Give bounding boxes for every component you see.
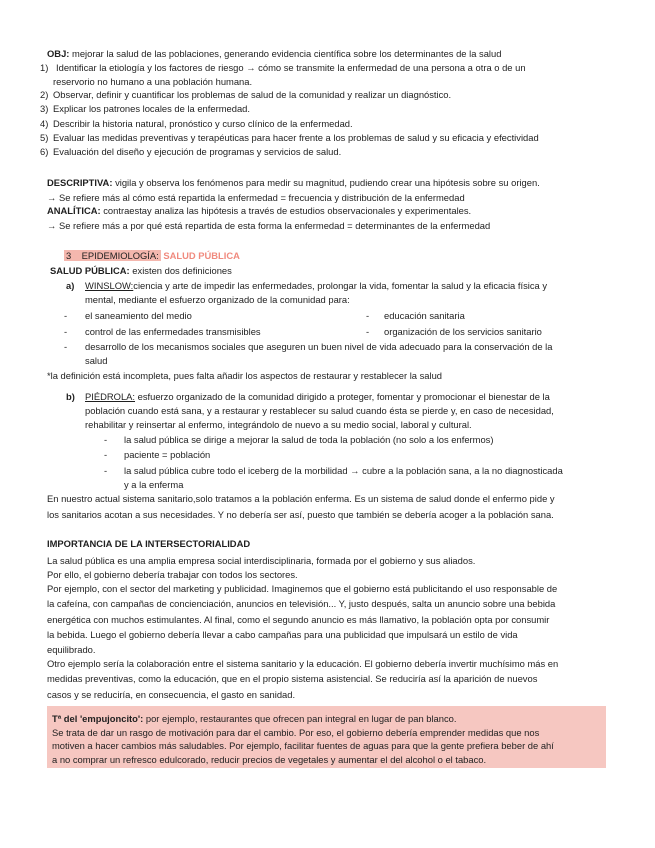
list-item (40, 88, 630, 102)
list-number: 5) (40, 131, 49, 143)
definition-b (66, 390, 611, 433)
definition-a-line (66, 293, 606, 309)
bullet-text: organización de los servicios sanitario (384, 325, 542, 337)
dash: - (366, 310, 370, 321)
list-text: Describir la historia natural, pronóstico y curso clínico de la enfermedad. (53, 117, 353, 129)
bullet-text: la salud pública se dirige a mejorar la salud de toda la población (no solo a los enfermos) (124, 434, 494, 445)
definition-b-line (66, 404, 611, 418)
paragraph-line: La salud pública es una amplia empresa social interdisciplinaria, formada por el gobierno y sus aliados. (47, 555, 476, 566)
bullet-row (104, 464, 614, 478)
obj-text: mejorar la salud de las poblaciones, generando evidencia científica sobre los determinantes de la salud (69, 48, 502, 59)
descriptiva-label: DESCRIPTIVA: (47, 177, 113, 188)
definition-b-text: esfuerzo organizado de la comunidad dirigido a proteger, fomentar y promocionar el bienestar de la (135, 391, 550, 402)
closing-line: los sanitarios acotan a sus necesidades. Y no debería ser así, puesto que también se debería acoger a la población sana. (47, 508, 554, 520)
list-number: 3) (40, 103, 49, 115)
definition-a-line (66, 279, 606, 293)
section-title: EPIDEMIOLOGÍA: (81, 250, 159, 261)
definition-b-text: rehabilitar y reinsertar al enfermo, integrándolo de nuevo a su medio social, laboral y cultural. (85, 418, 472, 430)
obj-label: OBJ: (47, 48, 70, 59)
salud-publica-intro (50, 264, 232, 278)
paragraph-line: Por ello, el gobierno debería trabajar con todos los sectores. (47, 568, 298, 580)
list-item (40, 131, 630, 145)
definition-a-marker: a) (66, 280, 75, 291)
note-line: a no comprar un refresco edulcorado, reducir precios de vegetales y aumentar el del alcohol o el tabaco. (52, 753, 487, 765)
bullet-text: la salud pública cubre todo el iceberg de la morbilidad → cubre a la población sana, a la no diagnosticada (124, 464, 563, 476)
note-line (52, 712, 604, 726)
definition-a (66, 279, 606, 309)
salud-publica-text: existen dos definiciones (129, 265, 232, 276)
analitica-label: ANALÍTICA: (47, 205, 101, 217)
dash: - (64, 341, 68, 353)
paragraph-line: casos y se reduciría, en consecuencia, el gasto en sanidad. (47, 688, 296, 700)
bullet-text: salud (85, 354, 108, 366)
list-item (40, 145, 630, 159)
descriptiva-text: vigila y observa los fenómenos para medir su magnitud, pudiendo crear una hipótesis sobre su origen. (112, 177, 540, 188)
bullet-text: y a la enferma (124, 478, 184, 490)
empujoncito-note (47, 706, 606, 768)
bullet-row (64, 340, 624, 354)
dash: - (104, 464, 108, 476)
paragraph-line: Otro ejemplo sería la colaboración entre el sistema sanitario y la educación. El gobierno debería invertir muchísimo más en (47, 657, 559, 669)
list-number: 1) (40, 62, 49, 73)
bullet-row (104, 478, 614, 492)
obj-line (47, 47, 627, 61)
intersectorialidad-section (47, 537, 627, 702)
definition-b-text: población cuando está sana, y a restaurar y restablecer su salud cuando ésta se pierde y, en caso de necesidad, (85, 404, 554, 416)
list-text: Explicar los patrones locales de la enfermedad. (53, 103, 250, 115)
definition-b-line (66, 418, 611, 433)
list-item-continuation (40, 75, 630, 89)
closing-line: En nuestro actual sistema sanitario,solo tratamos a la población enferma. Es un sistema de salud donde el enfermo pide y (47, 493, 555, 504)
note-line: Se trata de dar un rasgo de motivación para dar el cambio. Por eso, el gobierno debería emprender medidas que nos (52, 726, 540, 738)
definition-b-marker: b) (66, 391, 75, 402)
paragraph-line: Por ejemplo, con el sector del marketing y publicidad. Imaginemos que el gobierno está publicitando el uso responsable de (47, 582, 558, 594)
list-text: Identificar la etiología y los factores de riesgo → cómo se transmite la enfermedad de una persona a otra o de un (56, 62, 526, 73)
list-text: Evaluar las medidas preventivas y terapéuticas para hacer frente a los problemas de salud y su eficacia y efectividad (53, 131, 539, 143)
list-number: 4) (40, 117, 49, 129)
list-number: 6) (40, 145, 49, 157)
descriptiva-arrow: → Se refiere más al cómo está repartida la enfermedad = frecuencia y distribución de la enfermedad (47, 191, 465, 203)
dash: - (104, 449, 108, 461)
note-text: por ejemplo, restaurantes que ofrecen pan integral en lugar de pan blanco. (143, 713, 457, 724)
analitica-text: contraestay analiza las hipótesis a través de estudios observacionales y experimentales. (100, 205, 472, 217)
intersectorialidad-heading: IMPORTANCIA DE LA INTERSECTORIALIDAD (47, 538, 251, 549)
definition-a-text: mental, mediante el esfuerzo organizado de la comunidad para: (85, 293, 350, 305)
bullet-text: paciente = población (124, 449, 211, 461)
bullet-text: desarrollo de los mecanismos sociales que aseguren un buen nivel de vida adecuado para la conservación de la (85, 341, 553, 353)
bullet-text: el saneamiento del medio (85, 310, 192, 321)
definition-b-line (66, 390, 611, 404)
definition-a-bullets (64, 309, 624, 368)
definition-a-text: ciencia y arte de impedir las enfermedades, prolongar la vida, fomentar la salud y la eficacia física y (133, 280, 548, 291)
piedrola-author: PIÉDROLA: (85, 391, 136, 402)
closing-paragraph (47, 492, 627, 521)
paragraph-line: energética con muchos estimulantes. Al final, como el segundo anuncio es más llamativo, la población opta por consumir (47, 613, 550, 625)
analitica-arrow: → Se refiere más a por qué está repartida de esta forma la enfermedad = determinantes de la enfermedad (47, 219, 491, 231)
footnote-text: *la definición está incompleta, pues falta añadir los aspectos de restaurar y restablecer la salud (47, 370, 443, 381)
section-3-heading (64, 249, 240, 263)
note-line: motiven a hacer cambios más saludables. Por ejemplo, facilitar fuentes de aguas para que la gente prefiera beber de ahí (52, 740, 554, 752)
analitica-line (47, 204, 627, 219)
salud-publica-label: SALUD PÚBLICA: (50, 265, 130, 276)
bullet-text: control de las enfermedades transmisibles (85, 325, 261, 337)
list-item (40, 61, 630, 75)
paragraph-line: medidas preventivas, como la educación, que en el propio sistema asistencial. Se reduciría así la aparición de nuevos (47, 673, 538, 685)
list-item (40, 117, 630, 131)
list-text: Evaluación del diseño y ejecución de programas y servicios de salud. (53, 145, 342, 157)
section-number-text: 3 (66, 250, 72, 261)
list-item (40, 102, 630, 116)
bullet-row (64, 309, 624, 325)
section-number (64, 250, 161, 261)
bullet-row (104, 448, 614, 463)
list-text: Observar, definir y cuantificar los problemas de salud de la comunidad y realizar un diagnóstico. (53, 89, 452, 101)
obj-section (47, 47, 627, 61)
section-subtitle: SALUD PÚBLICA (163, 250, 240, 261)
dash: - (104, 434, 108, 445)
definition-b-bullets (104, 433, 614, 491)
dash: - (366, 325, 370, 337)
list-text: reservorio no humano a una población humana. (53, 75, 253, 87)
bullet-row (104, 433, 614, 448)
paragraph-line: la bebida. Luego el gobierno debería llevar a cabo campañas para una publicidad que impulsará un estilo de vida (47, 629, 518, 641)
paragraph-line: la cafeína, con campañas de concienciación, anuncios en televisión... Y, justo después, salta un anuncio sobre una bebida (47, 598, 556, 610)
winslow-author: WINSLOW: (85, 280, 134, 291)
descriptiva-line (47, 176, 627, 191)
list-number: 2) (40, 89, 49, 101)
descriptiva-analitica (47, 176, 627, 232)
bullet-text: educación sanitaria (384, 310, 465, 321)
note-label: Tª del 'empujoncito': (52, 713, 144, 724)
bullet-row (64, 354, 624, 368)
paragraph-line: equilibrado. (47, 643, 96, 655)
bullet-row (64, 325, 624, 341)
dash: - (64, 325, 68, 337)
obj-list (40, 61, 630, 159)
dash: - (64, 310, 68, 321)
definition-footnote (47, 369, 442, 383)
